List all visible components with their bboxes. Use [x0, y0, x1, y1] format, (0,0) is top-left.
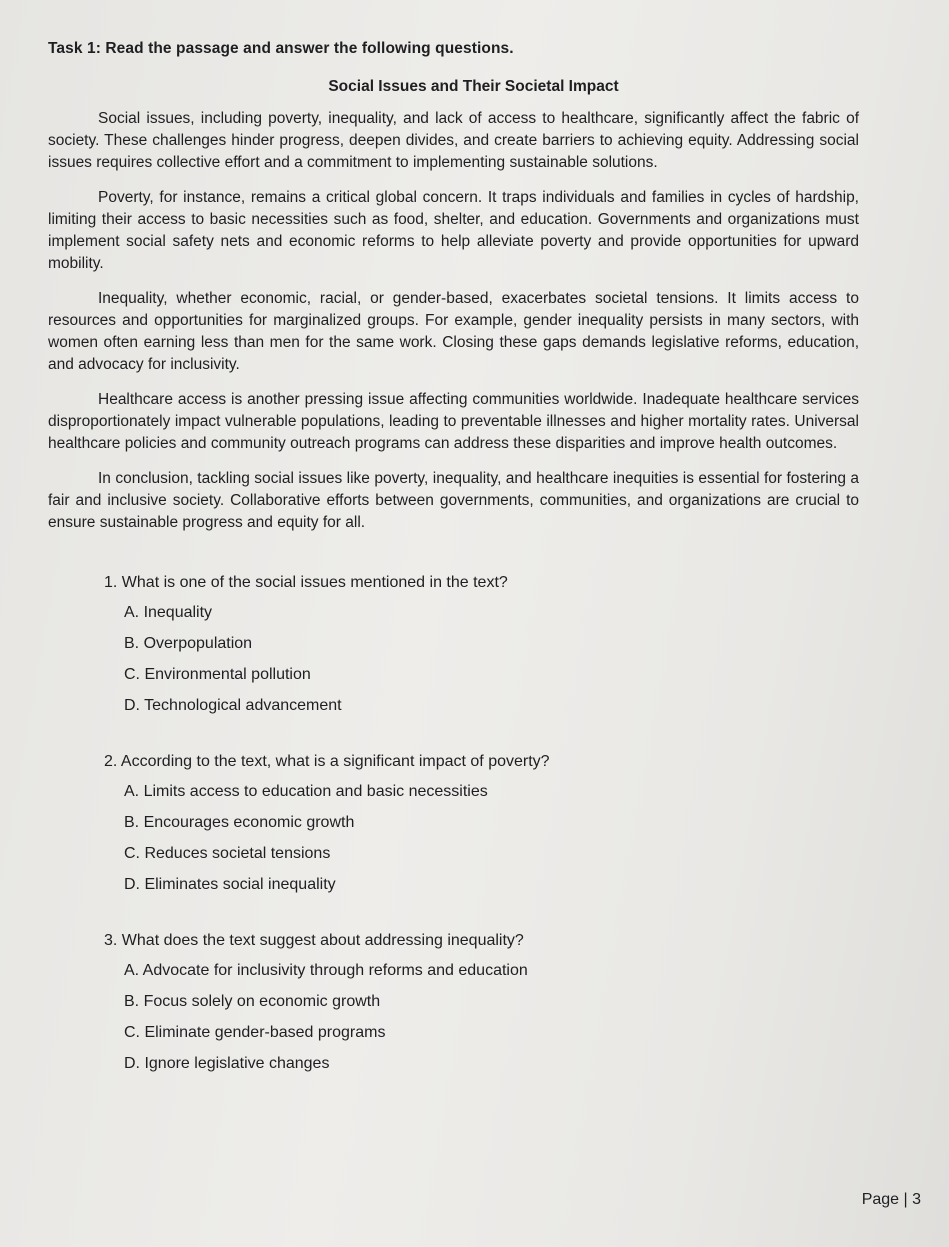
answer-option: B. Focus solely on economic growth: [124, 993, 381, 1010]
answer-option: B. Encourages economic growth: [124, 814, 355, 831]
answer-option: D. Technological advancement: [124, 697, 342, 714]
answer-options: [104, 783, 859, 894]
answer-options: [104, 604, 859, 715]
answer-option: D. Ignore legislative changes: [124, 1055, 330, 1072]
paragraph: In conclusion, tackling social issues like poverty, inequality, and healthcare inequities is essential for fostering a fair and inclusive society. Collaborative efforts between governments, communities, and organizations are crucial to ensure sustainable progress and equity for all.: [48, 470, 859, 531]
question-3: [104, 932, 859, 1073]
passage-title: Social Issues and Their Societal Impact: [328, 78, 619, 95]
question-text: 1. What is one of the social issues mentioned in the text?: [104, 574, 508, 591]
question-text: 2. According to the text, what is a significant impact of poverty?: [104, 753, 550, 770]
questions-section: [48, 574, 859, 1073]
paragraph: Healthcare access is another pressing issue affecting communities worldwide. Inadequate healthcare services disproportionately impact vulnerable populations, leading to preventable illnesses and higher mortality rates. Universal healthcare policies and community outreach programs can address these disparities and improve health outcomes.: [48, 391, 859, 452]
paragraph: Inequality, whether economic, racial, or gender-based, exacerbates societal tensions. It limits access to resources and opportunities for marginalized groups. For example, gender inequality persists in many sectors, with women often earning less than men for the same work. Closing these gaps demands legislative reforms, education, and advocacy for inclusivity.: [48, 290, 859, 373]
answer-option: C. Environmental pollution: [124, 666, 311, 683]
passage-body: [48, 108, 859, 534]
answer-option: A. Inequality: [124, 604, 213, 621]
answer-option: A. Limits access to education and basic necessities: [124, 783, 488, 800]
answer-option: A. Advocate for inclusivity through reforms and education: [124, 962, 528, 979]
paragraph: Poverty, for instance, remains a critical global concern. It traps individuals and families in cycles of hardship, limiting their access to basic necessities such as food, shelter, and education. Governments and organizations must implement social safety nets and economic reforms to help alleviate poverty and provide opportunities for upward mobility.: [48, 189, 859, 272]
answer-option: D. Eliminates social inequality: [124, 876, 336, 893]
task-instruction: Task 1: Read the passage and answer the following questions.: [48, 40, 514, 57]
answer-options: [104, 962, 859, 1073]
page-number: Page | 3: [861, 1191, 921, 1208]
question-text: 3. What does the text suggest about addressing inequality?: [104, 932, 524, 949]
question-1: [104, 574, 859, 715]
question-2: [104, 753, 859, 894]
answer-option: C. Eliminate gender-based programs: [124, 1024, 386, 1041]
paragraph: Social issues, including poverty, inequality, and lack of access to healthcare, significantly affect the fabric of society. These challenges hinder progress, deepen divides, and create barriers to achieving equity. Addressing social issues requires collective effort and a commitment to implementing sustainable solutions.: [48, 110, 859, 171]
answer-option: C. Reduces societal tensions: [124, 845, 331, 862]
answer-option: B. Overpopulation: [124, 635, 253, 652]
